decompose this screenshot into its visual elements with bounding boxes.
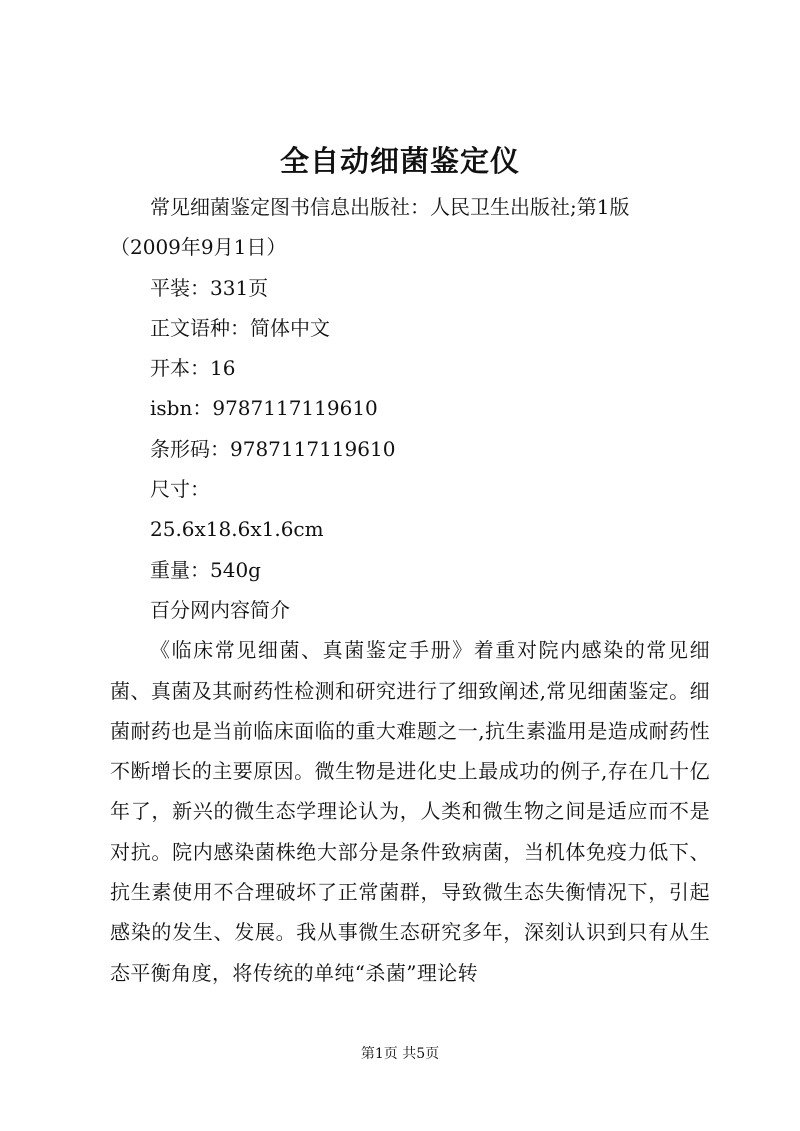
page-footer: 第1页 共5页: [360, 1046, 440, 1062]
field-size-value: 25.6x18.6x1.6cm: [150, 517, 324, 542]
intro-line-date: （2009年9月1日）: [110, 235, 287, 260]
document-title: 全自动细菌鉴定仪: [279, 144, 520, 178]
section-heading: 百分网内容简介: [150, 597, 290, 622]
intro-line: 常见细菌鉴定图书信息出版社：人民卫生出版社;第1版: [150, 195, 630, 219]
field-weight: 重量：540g: [150, 557, 261, 582]
field-format: 开本：16: [150, 356, 236, 381]
field-binding: 平装：331页: [150, 275, 269, 300]
field-barcode: 条形码：9787117119610: [150, 436, 396, 461]
body-paragraph: 《临床常见细菌、真菌鉴定手册》着重对院内感染的常见细菌、真菌及其耐药性检测和研究进行了细致阐述,常见细菌鉴定。细菌耐药也是当前临床面临的重大难题之一,抗生素滥用是造成耐药性不断增长的主要原因。微生物是进化史上最成功的例子,存在几十亿年了，新兴的微生态学理论认为，人类和微生物之间是适应而不是对抗。院内感染菌株绝大部分是条件致病菌，当机体免疫力低下、抗生素使用不合理破坏了正常菌群，导致微生态失衡情况下，引起感染的发生、发展。我从事微生态研究多年，深刻认识到只有从生态平衡角度，将传统的单纯“杀菌”理论转: [110, 638, 710, 985]
document-content: [110, 187, 710, 993]
field-language: 正文语种：简体中文: [150, 315, 330, 340]
field-isbn: isbn：9787117119610: [150, 396, 378, 421]
field-size-label: 尺寸：: [150, 477, 210, 502]
